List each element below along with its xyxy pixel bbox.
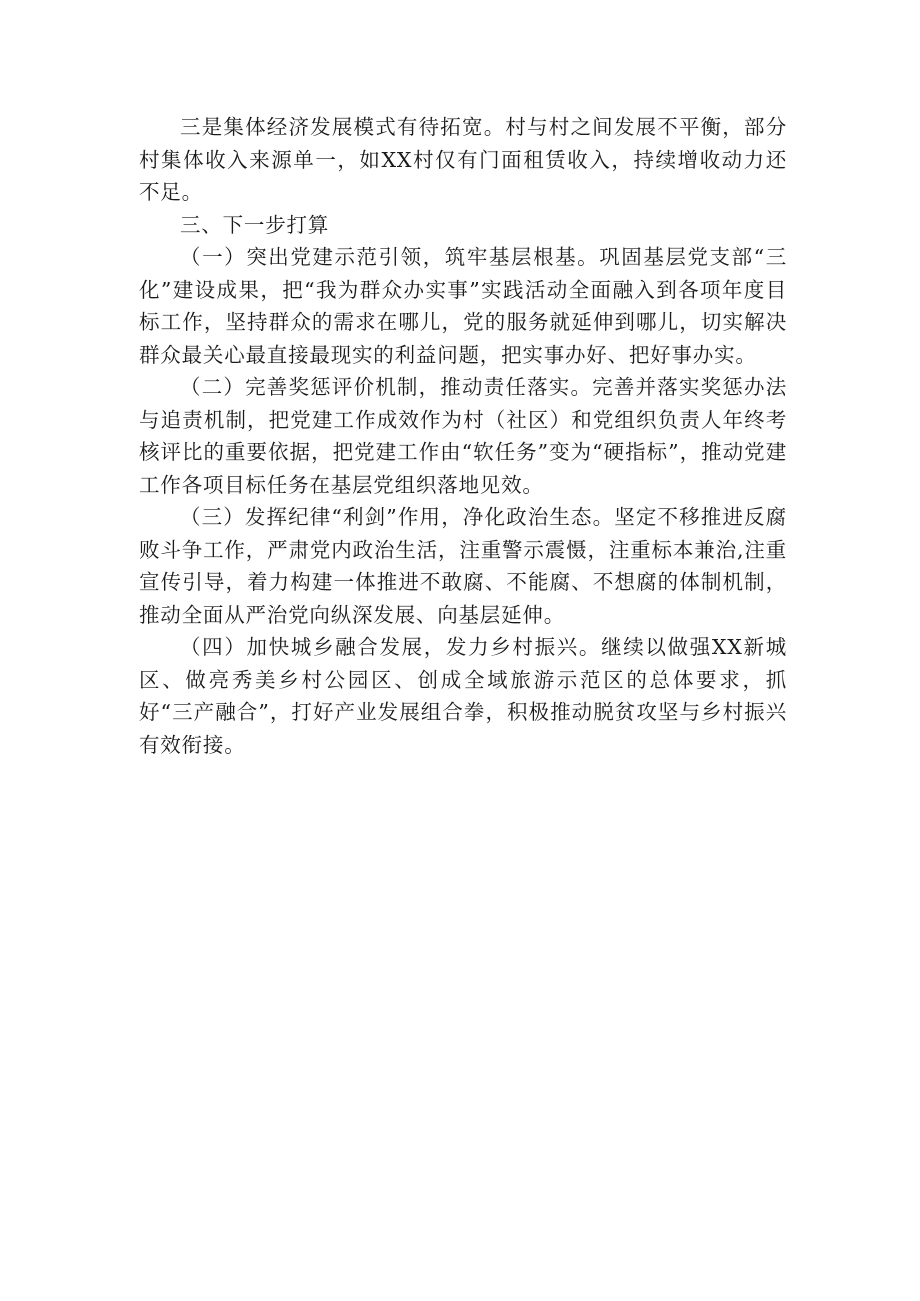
- paragraph-point-4: （四）加快城乡融合发展，发力乡村振兴。继续以做强XX新城区、做亮秀美乡村公园区、创成全域旅游示范区的总体要求，抓好“三产融合”，打好产业发展组合拳，积极推动脱贫攻坚与乡村振兴有效衔接。: [139, 635, 787, 757]
- paragraph-point-2: （二）完善奖惩评价机制，推动责任落实。完善并落实奖惩办法与追责机制，把党建工作成效作为村（社区）和党组织负责人年终考核评比的重要依据，把党建工作由“软任务”变为“硬指标”，推动党建工作各项目标任务在基层党组织落地见效。: [139, 375, 787, 497]
- paragraph-point-3: （三）发挥纪律“利剑”作用，净化政治生态。坚定不移推进反腐败斗争工作，严肃党内政治生活，注重警示震慑，注重标本兼治,注重宣传引导，着力构建一体推进不敢腐、不能腐、不想腐的体制机制，推动全面从严治党向纵深发展、向基层延伸。: [139, 505, 787, 627]
- section-heading-next-steps: 三、下一步打算: [180, 212, 330, 237]
- paragraph-collective-economy: 三是集体经济发展模式有待拓宽。村与村之间发展不平衡，部分村集体收入来源单一，如XX村仅有门面租赁收入，持续增收动力还不足。: [139, 115, 787, 204]
- document-body: [139, 111, 787, 761]
- paragraph-point-1: （一）突出党建示范引领，筑牢基层根基。巩固基层党支部“三化”建设成果，把“我为群众办实事”实践活动全面融入到各项年度目标工作，坚持群众的需求在哪儿，党的服务就延伸到哪儿，切实解决群众最关心最直接最现实的利益问题，把实事办好、把好事办实。: [139, 245, 787, 367]
